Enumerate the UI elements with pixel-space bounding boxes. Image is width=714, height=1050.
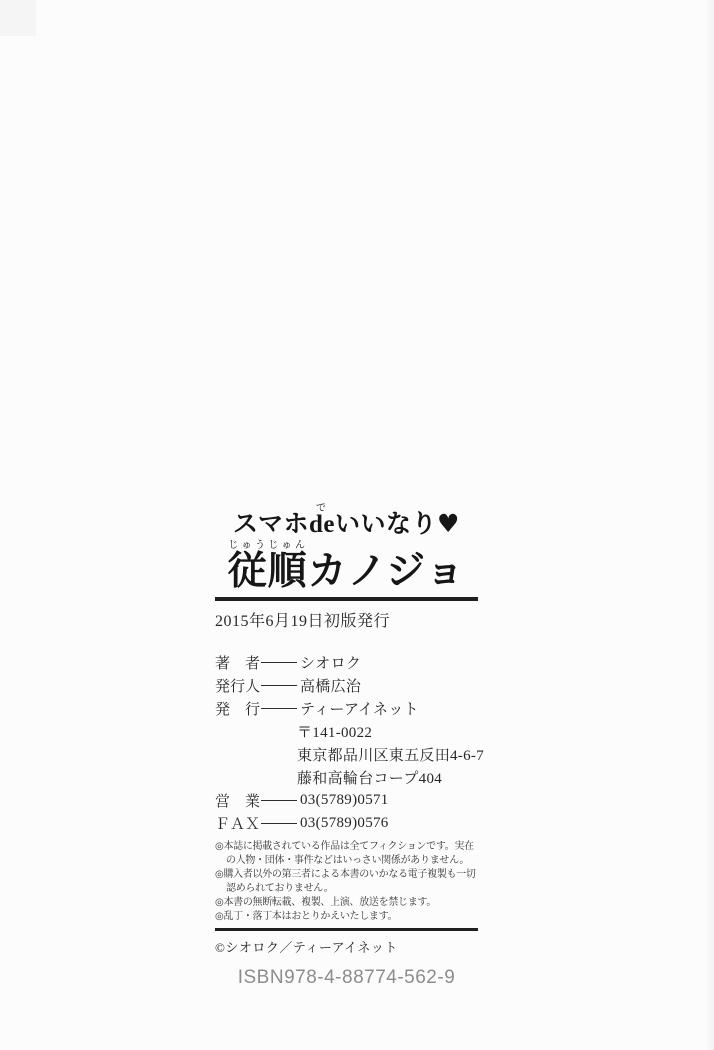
connector-dash [261, 800, 297, 801]
colophon-block [215, 503, 484, 989]
isbn-number: ISBN978-4-88774-562-9 [237, 967, 456, 989]
connector-dash [261, 685, 297, 686]
note-text: 本書の無断転載、複製、上演、放送を禁じます。 [223, 897, 437, 909]
connector-dash [261, 823, 297, 824]
scan-artifact [0, 0, 36, 36]
postal-code: 〒141-0022 [297, 725, 373, 742]
address-line-2: 藤和高輪台コープ404 [297, 771, 443, 788]
credit-row-publisher [215, 697, 478, 720]
note-bullet-icon: ◎ [215, 897, 224, 909]
contacts-list [215, 789, 478, 835]
book-title-line-2 [215, 540, 478, 593]
note-item [215, 840, 478, 868]
credit-value: シオロク [300, 656, 362, 673]
title-ruby-juujun: 従順じゅうじゅん [227, 539, 308, 593]
title-ruby-de: deで [309, 503, 336, 538]
contact-value: 03(5789)0576 [300, 815, 389, 832]
legal-notes [215, 840, 478, 924]
note-text: 本誌に掲載されている作品は全てフィクションです。実在の人物・団体・事件などはいっさい関係がありません。 [223, 841, 474, 867]
note-text: 購入者以外の第三者による本書のいかなる電子複製も一切認められておりません。 [223, 869, 476, 895]
credit-value: ティーアイネット [300, 702, 419, 719]
connector-dash [261, 662, 297, 663]
contact-label: 営 業 [215, 794, 261, 811]
credit-value: 高橋広治 [300, 679, 362, 696]
credit-row-author [215, 651, 478, 674]
edition-date: 2015年6月19日初版発行 [215, 613, 391, 631]
credit-label: 発行人 [215, 679, 261, 696]
contact-value: 03(5789)0571 [300, 792, 389, 809]
credit-label: 発 行 [215, 702, 261, 719]
title-divider-rule [215, 597, 478, 601]
note-item [215, 910, 478, 924]
book-title-line-1 [215, 503, 478, 539]
title-text: スマホ [233, 511, 310, 538]
title-text: カノジョ [307, 549, 466, 593]
book-title [215, 503, 478, 592]
note-bullet-icon: ◎ [215, 869, 224, 881]
bottom-divider-rule [215, 928, 478, 931]
note-item [215, 896, 478, 910]
credit-label: 著 者 [215, 656, 261, 673]
address-line-1: 東京都品川区東五反田4-6-7 [297, 748, 484, 765]
note-bullet-icon: ◎ [215, 911, 224, 923]
publisher-address [297, 720, 484, 789]
note-text: 乱丁・落丁本はおとりかえいたします。 [223, 911, 398, 923]
contact-row-sales [215, 789, 478, 812]
scan-artifact [704, 0, 714, 1050]
note-item [215, 868, 478, 896]
connector-dash [261, 708, 297, 709]
title-text: いいなり [335, 511, 438, 538]
note-bullet-icon: ◎ [215, 841, 224, 853]
heart-icon: ♥ [437, 509, 460, 538]
contact-row-fax [215, 812, 478, 835]
contact-label: ＦＡＸ [215, 817, 261, 834]
copyright-notice: ©シオロク／ティーアイネット [215, 940, 398, 956]
credit-row-publisher-person [215, 674, 478, 697]
credits-list [215, 651, 478, 720]
